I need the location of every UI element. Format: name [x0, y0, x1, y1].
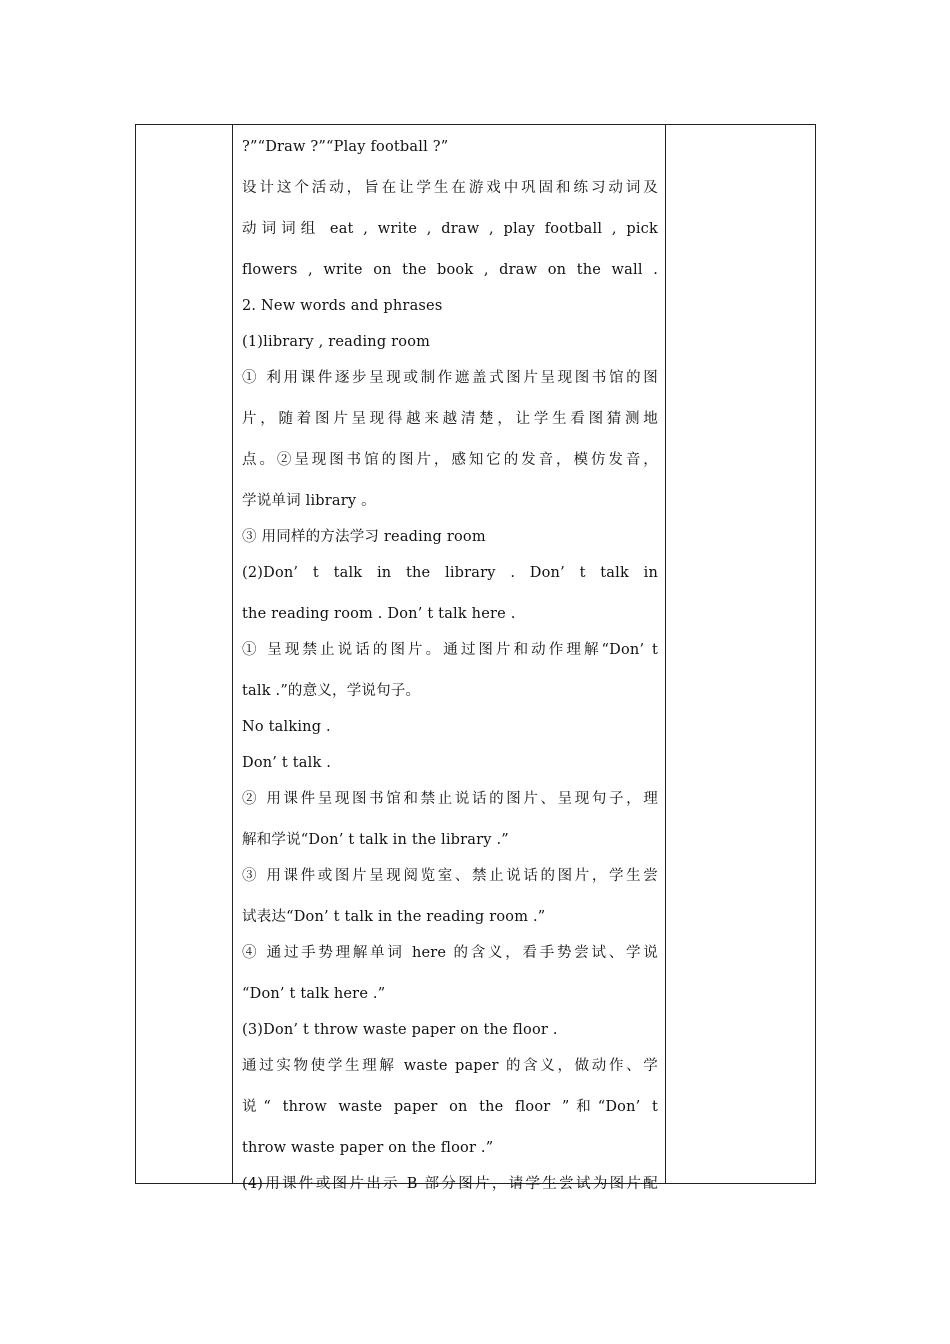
text-line: ② 用课件呈现图书馆和禁止说话的图片、呈现句子，理: [242, 791, 658, 807]
text-line: throw waste paper on the floor .”: [242, 1140, 494, 1156]
text-line: 点。②呈现图书馆的图片，感知它的发音，模仿发音，: [242, 452, 658, 468]
text-line: 设计这个活动，旨在让学生在游戏中巩固和练习动词及: [242, 180, 658, 196]
text-line: 说“ throw waste paper on the floor ”和“Don’ t: [242, 1099, 658, 1115]
text-line: (4)用课件或图片出示 B 部分图片，请学生尝试为图片配: [242, 1176, 658, 1192]
text-line: 解和学说“Don’ t talk in the library .”: [242, 832, 509, 848]
text-line: ① 利用课件逐步呈现或制作遮盖式图片呈现图书馆的图: [242, 370, 658, 386]
text-line: ④ 通过手势理解单词 here 的含义，看手势尝试、学说: [242, 945, 658, 961]
text-line: flowers , write on the book , draw on the wall .: [242, 262, 658, 278]
text-line: 通过实物使学生理解 waste paper 的含义，做动作、学: [242, 1058, 658, 1074]
text-line: 动词词组 eat , write , draw , play football , pick: [242, 221, 658, 237]
text-line: No talking .: [242, 719, 331, 735]
text-line: ③ 用同样的方法学习 reading room: [242, 529, 486, 545]
text-line: 试表达“Don’ t talk in the reading room .”: [242, 909, 546, 925]
text-line: (1)library , reading room: [242, 334, 431, 350]
text-line: ① 呈现禁止说话的图片。通过图片和动作理解“Don’ t: [242, 642, 658, 658]
column-divider-right: [665, 125, 666, 1183]
text-line: (2)Don’ t talk in the library . Don’ t talk in: [242, 565, 658, 581]
text-line: ?”“Draw ?”“Play football ?”: [242, 139, 449, 155]
text-line: 2. New words and phrases: [242, 298, 443, 314]
text-line: Don’ t talk .: [242, 755, 332, 771]
text-line: 片，随着图片呈现得越来越清楚，让学生看图猜测地: [242, 411, 658, 427]
text-line: (3)Don’ t throw waste paper on the floor .: [242, 1022, 558, 1038]
text-line: ③ 用课件或图片呈现阅览室、禁止说话的图片，学生尝: [242, 868, 658, 884]
column-divider-left: [232, 125, 233, 1183]
text-line: the reading room . Don’ t talk here .: [242, 606, 516, 622]
teaching-process-cell: [242, 129, 658, 1202]
text-line: “Don’ t talk here .”: [242, 986, 386, 1002]
text-line: 学说单词 library 。: [242, 493, 376, 509]
text-line: talk .”的意义，学说句子。: [242, 683, 421, 699]
lesson-plan-table: [135, 124, 816, 1192]
